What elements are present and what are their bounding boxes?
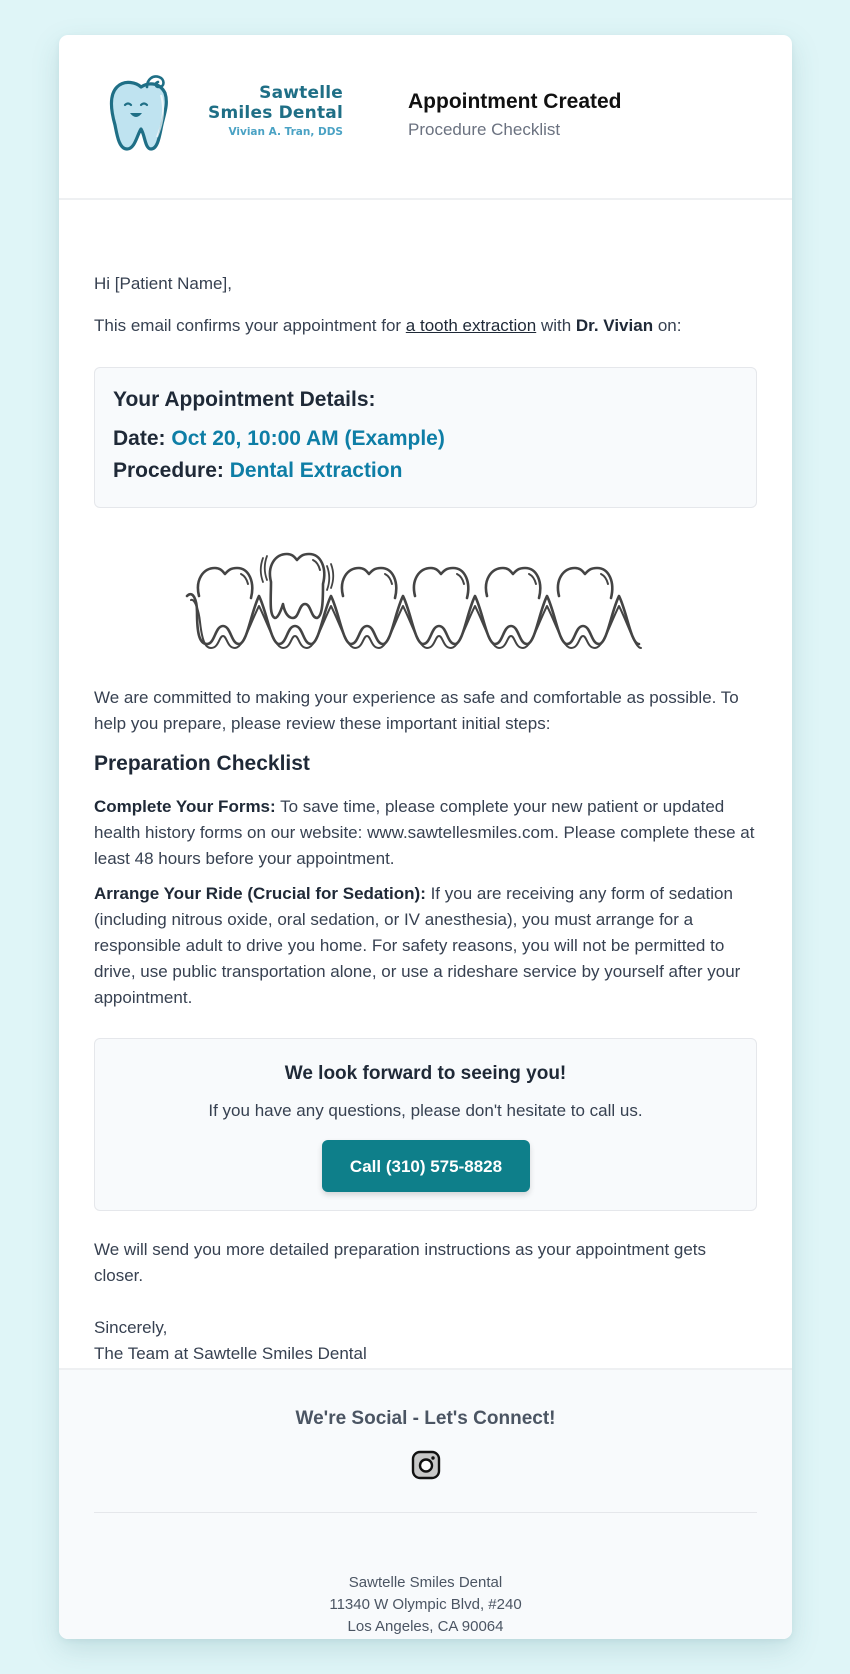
confirm-prefix: This email confirms your appointment for xyxy=(94,316,406,335)
address-street: 11340 W Olympic Blvd, #240 xyxy=(329,1596,522,1613)
checklist-title: Preparation Checklist xyxy=(94,752,310,775)
checklist-item-forms xyxy=(94,794,757,872)
confirmation-text xyxy=(94,313,681,339)
details-procedure xyxy=(113,455,738,487)
checklist-item-text: To save time, please complete your new patient or updated health history forms on our website: www.sawtellesmiles.com. Please complete these at least 48 hours before your appointment. xyxy=(94,797,755,868)
checklist-item-label: Arrange Your Ride (Crucial for Sedation): xyxy=(94,884,426,903)
clinic-logo-text xyxy=(173,83,343,140)
email-header xyxy=(59,35,792,200)
header-subtitle: Procedure Checklist xyxy=(408,120,561,139)
logo-line-1: Sawtelle xyxy=(259,83,343,103)
call-phone-button[interactable]: Call (310) 575-8828 xyxy=(322,1140,530,1192)
date-label: Date: xyxy=(113,427,166,450)
appointment-details-box xyxy=(94,367,757,508)
confirm-suffix: on: xyxy=(653,316,682,335)
social-title: We're Social - Let's Connect! xyxy=(295,1408,556,1429)
signoff: Sincerely, xyxy=(94,1318,168,1337)
contact-cta-box xyxy=(94,1038,757,1211)
email-footer xyxy=(59,1368,792,1639)
closing-paragraph: We will send you more detailed preparation instructions as your appointment gets closer. xyxy=(94,1240,707,1285)
clinic-logo xyxy=(103,75,343,155)
address-city: Los Angeles, CA 90064 xyxy=(347,1618,504,1635)
header-title: Appointment Created xyxy=(408,90,622,113)
checklist-item-text: If you are receiving any form of sedation (including nitrous oxide, oral sedation, or IV anesthesia), you must arrange for a responsible adult to drive you home. For safety reasons, you will not be permitted to drive, use public transportation alone, or use a rideshare service by yourself after your appointment. xyxy=(94,884,741,1007)
logo-doctor-name: Vivian A. Tran, DDS xyxy=(228,126,343,138)
cta-title: We look forward to seeing you! xyxy=(284,1063,567,1084)
clinic-address xyxy=(59,1572,792,1638)
teeth-row-loose-tooth-illustration xyxy=(185,552,645,652)
details-title: Your Appointment Details: xyxy=(113,388,376,411)
instagram-icon[interactable] xyxy=(411,1450,441,1480)
doctor-name: Dr. Vivian xyxy=(575,316,654,335)
intro-paragraph: We are committed to making your experience as safe and comfortable as possible. To help you prepare, please review these important initial steps: xyxy=(94,688,739,733)
footer-divider xyxy=(94,1512,757,1513)
header-title-block xyxy=(408,89,622,142)
smiling-tooth-logo-icon xyxy=(103,75,173,153)
cta-subtitle: If you have any questions, please don't hesitate to call us. xyxy=(208,1101,643,1120)
date-value: Oct 20, 10:00 AM (Example) xyxy=(171,427,445,450)
checklist-item-ride xyxy=(94,881,757,1011)
confirm-middle: with xyxy=(536,316,576,335)
procedure-label: Procedure: xyxy=(113,459,224,482)
address-name: Sawtelle Smiles Dental xyxy=(348,1574,503,1591)
details-date xyxy=(113,423,738,455)
checklist-item-label: Complete Your Forms: xyxy=(94,797,276,816)
signature: The Team at Sawtelle Smiles Dental xyxy=(94,1344,367,1363)
procedure-link[interactable]: a tooth extraction xyxy=(405,316,537,335)
greeting: Hi [Patient Name], xyxy=(94,274,232,293)
email-card xyxy=(59,35,792,1639)
procedure-value: Dental Extraction xyxy=(229,459,403,482)
logo-line-2: Smiles Dental xyxy=(208,103,343,123)
